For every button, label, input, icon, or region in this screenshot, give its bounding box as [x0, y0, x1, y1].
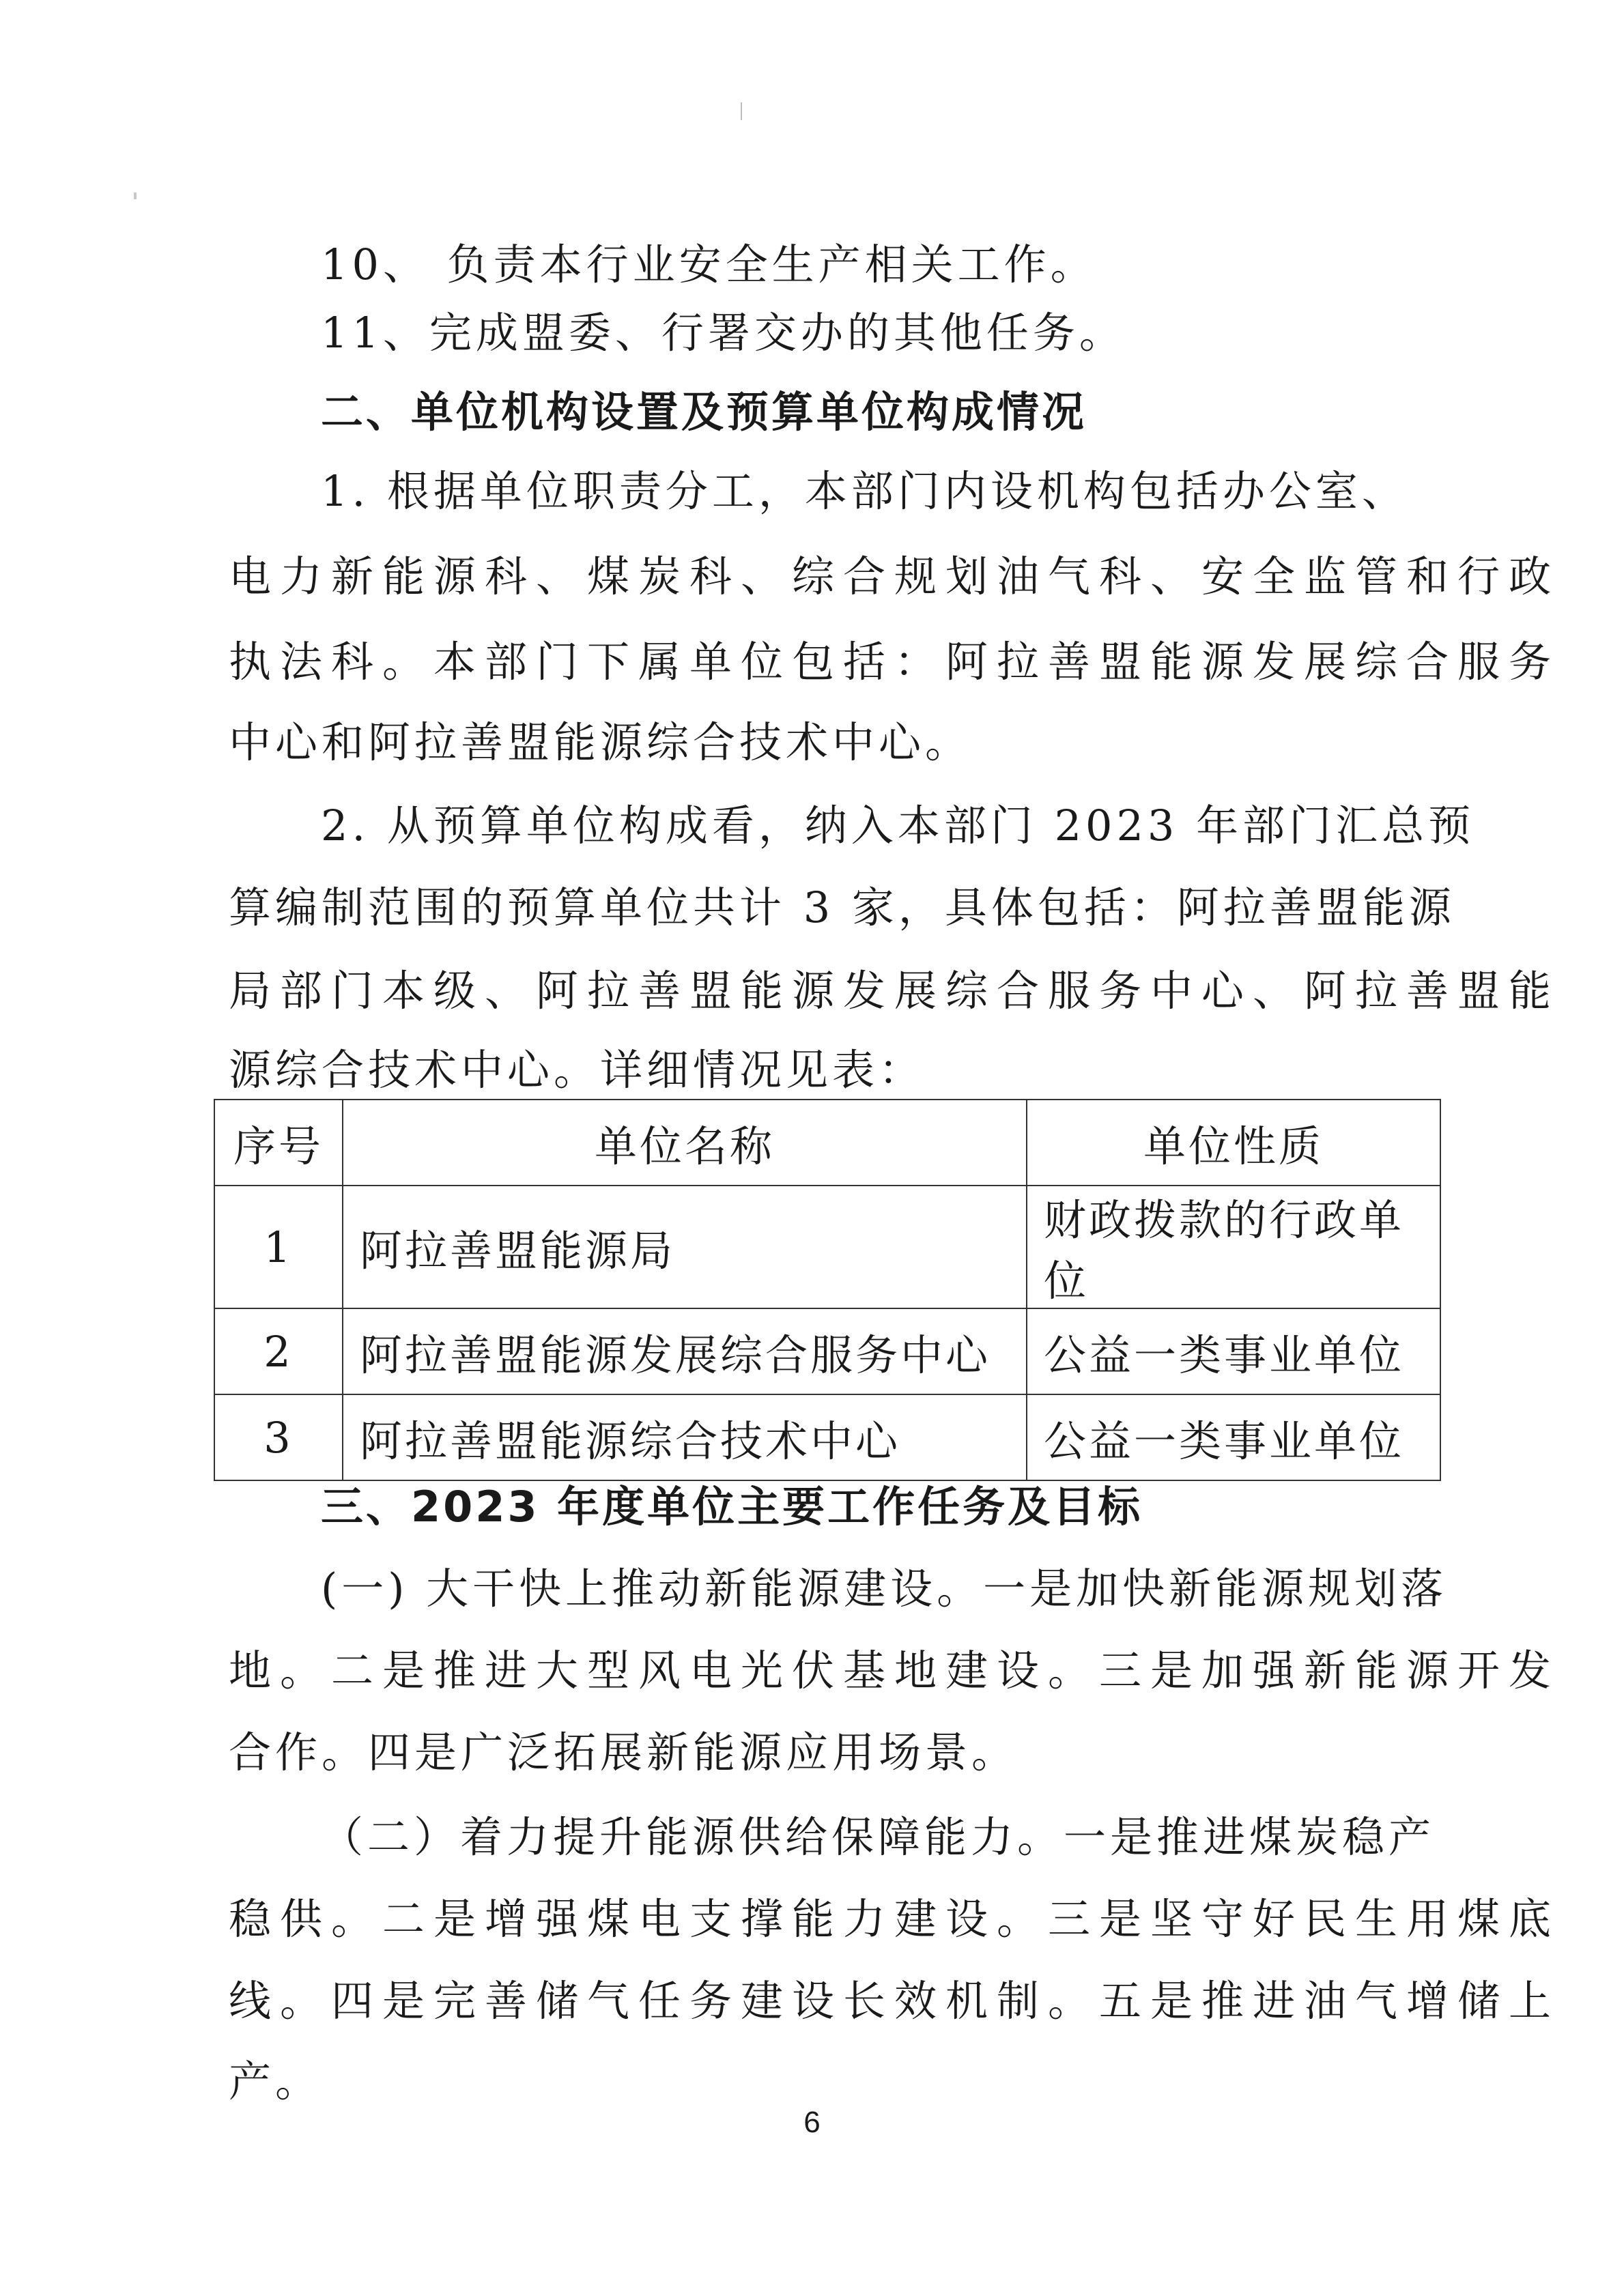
scan-speck: [134, 192, 137, 199]
page-number: 6: [803, 2106, 821, 2139]
task-2-line-3: 线。四是完善储气任务建设长效机制。五是推进油气增储上: [229, 1976, 1561, 2026]
task-1-line-2: 地。二是推进大型风电光伏基地建设。三是加强新能源开发: [229, 1646, 1561, 1695]
budget-units-table: [214, 1099, 1441, 1481]
paragraph-2-line-2: 算编制范围的预算单位共计 3 家，具体包括：阿拉善盟能源: [229, 882, 1455, 932]
table-row: [214, 1186, 1440, 1308]
task-1-line-3: 合作。四是广泛拓展新能源应用场景。: [229, 1727, 1018, 1777]
paragraph-2-line-4: 源综合技术中心。详细情况见表：: [229, 1045, 926, 1095]
table-header-row: [214, 1100, 1440, 1186]
paragraph-1-line-2: 电力新能源科、煤炭科、综合规划油气科、安全监管和行政: [229, 551, 1561, 601]
scan-mark: [741, 102, 742, 120]
row-unit-name: 阿拉善盟能源综合技术中心: [343, 1394, 1027, 1480]
task-2-line-1: （二）着力提升能源供给保障能力。一是推进煤炭稳产: [321, 1812, 1436, 1862]
header-unit-type: 单位性质: [1027, 1100, 1440, 1186]
table-row: [214, 1394, 1440, 1480]
row-unit-name: 阿拉善盟能源发展综合服务中心: [343, 1308, 1027, 1394]
section-heading-2: 二、单位机构设置及预算单位构成情况: [321, 387, 1087, 437]
task-2-line-4: 产。: [229, 2056, 322, 2106]
row-unit-type: 公益一类事业单位: [1027, 1308, 1440, 1394]
task-2-line-2: 稳供。二是增强煤电支撑能力建设。三是坚守好民生用煤底: [229, 1894, 1561, 1944]
duty-item-11: 11、完成盟委、行署交办的其他任务。: [321, 308, 1126, 358]
task-1-line-1: (一) 大干快上推动新能源建设。一是加快新能源规划落: [321, 1564, 1448, 1613]
row-unit-name: 阿拉善盟能源局: [343, 1186, 1027, 1308]
row-index: 3: [214, 1394, 343, 1480]
duty-item-10: 10、 负责本行业安全生产相关工作。: [321, 240, 1097, 289]
table-row: [214, 1308, 1440, 1394]
paragraph-2-line-1: 2. 从预算单位构成看，纳入本部门 2023 年部门汇总预: [321, 801, 1475, 850]
paragraph-1-line-3: 执法科。本部门下属单位包括：阿拉善盟能源发展综合服务: [229, 637, 1561, 687]
paragraph-1-line-1: 1. 根据单位职责分工，本部门内设机构包括办公室、: [321, 466, 1408, 516]
row-unit-type: 公益一类事业单位: [1027, 1394, 1440, 1480]
section-heading-3: 三、2023 年度单位主要工作任务及目标: [321, 1482, 1143, 1532]
row-index: 1: [214, 1186, 343, 1308]
paragraph-2-line-3: 局部门本级、阿拉善盟能源发展综合服务中心、阿拉善盟能: [229, 966, 1561, 1016]
row-index: 2: [214, 1308, 343, 1394]
header-unit-name: 单位名称: [343, 1100, 1027, 1186]
paragraph-1-line-4: 中心和阿拉善盟能源综合技术中心。: [229, 717, 972, 767]
header-index: 序号: [214, 1100, 343, 1186]
row-unit-type: 财政拨款的行政单位: [1027, 1186, 1440, 1308]
